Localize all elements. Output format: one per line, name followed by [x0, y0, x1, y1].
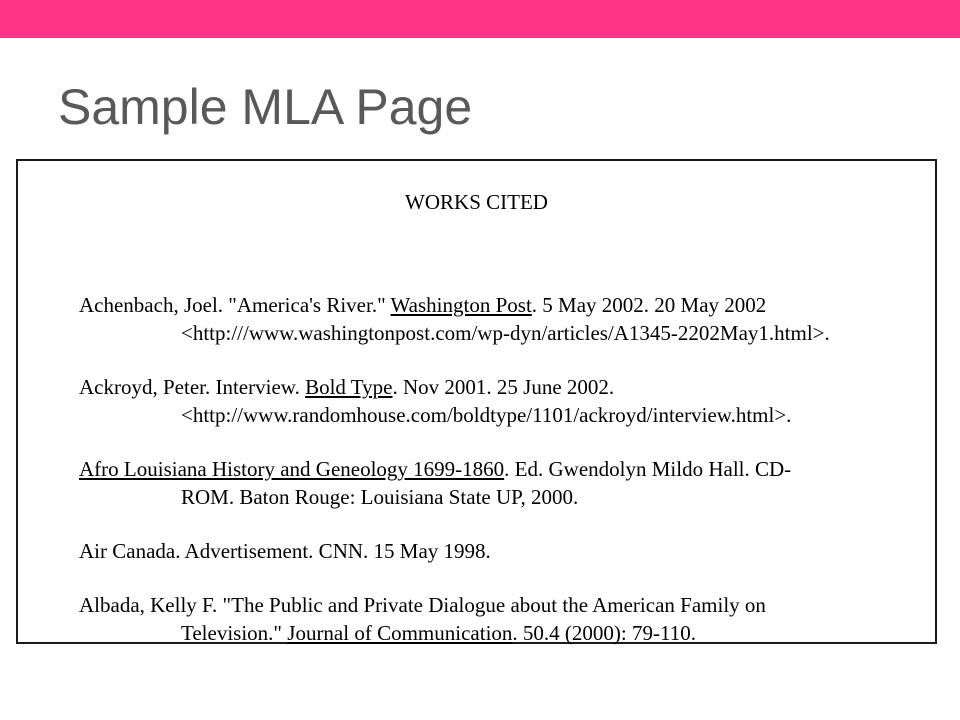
citation-source-title: Afro Louisiana History and Geneology 1699-1860 [79, 457, 505, 481]
citation-line: Air Canada. Advertisement. CNN. 15 May 1998. [79, 539, 491, 563]
citation-text: . 5 May 2002. 20 May 2002 [531, 293, 767, 317]
citation-line [79, 455, 924, 483]
citation-entry [79, 291, 924, 347]
citation-text: . 50.4 (2000): 79-110. [512, 621, 696, 645]
citation-entry [79, 455, 924, 511]
citation-text: Ackroyd, Peter. Interview. [79, 375, 306, 399]
top-accent-bar [0, 0, 960, 38]
citation-line: Albada, Kelly F. "The Public and Private Dialogue about the American Family on [79, 593, 766, 617]
citation-entry [79, 591, 924, 647]
citation-url: <http:///www.washingtonpost.com/wp-dyn/articles/A1345-2202May1.html>. [181, 321, 830, 345]
slide-title: Sample MLA Page [58, 79, 473, 135]
citation-list [79, 291, 924, 647]
citation-line [79, 373, 924, 401]
citation-text: . Ed. Gwendolyn Mildo Hall. CD- [504, 457, 792, 481]
citation-url: <http://www.randomhouse.com/boldtype/1101/ackroyd/interview.html>. [181, 403, 792, 427]
citation-source-title: Bold Type [305, 375, 393, 399]
works-cited-document [16, 159, 937, 644]
citation-line: ROM. Baton Rouge: Louisiana State UP, 2000. [181, 485, 579, 509]
citation-text: Achenbach, Joel. "America's River." [79, 293, 391, 317]
citation-line [79, 291, 924, 319]
citation-text: . Nov 2001. 25 June 2002. [392, 375, 615, 399]
citation-entry [79, 537, 924, 565]
citation-source-title: Journal of Communication [287, 621, 513, 645]
citation-entry [79, 373, 924, 429]
works-cited-heading: WORKS CITED [405, 190, 548, 214]
citation-text: Television." [181, 621, 288, 645]
citation-line [130, 619, 924, 647]
citation-source-title: Washington Post [390, 293, 532, 317]
